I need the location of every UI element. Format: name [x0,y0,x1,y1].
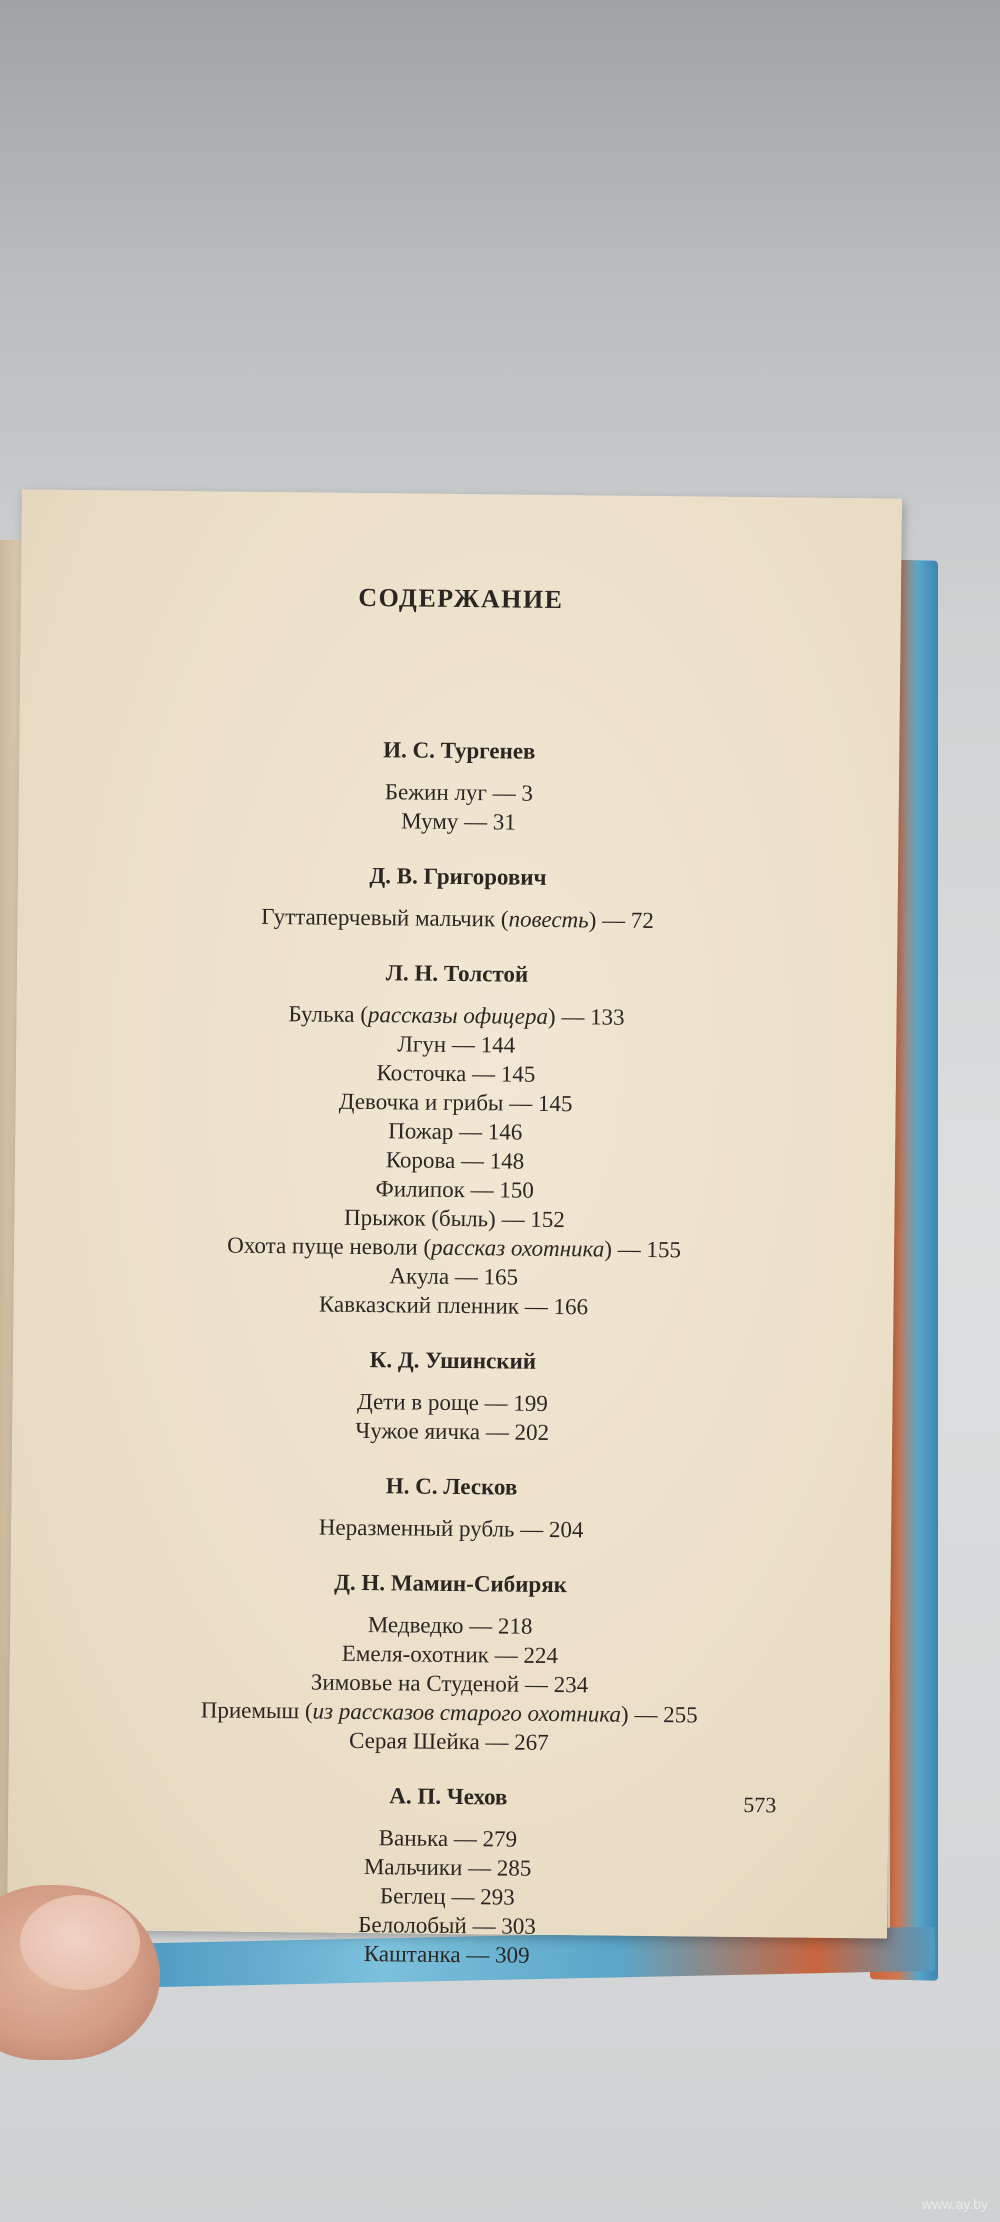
entry-title: Гуттаперчевый мальчик [261,903,496,932]
entry-page: 285 [496,1855,532,1881]
toc-entry: Беглец — 293 [379,1883,515,1910]
toc-entry: Каштанка — 309 [363,1941,530,1968]
toc-entry: Чужое яичка — 202 [355,1417,550,1445]
toc-section [9,1564,891,1760]
entry-title: Ванька [378,1825,449,1851]
toc-section [17,857,898,937]
entry-title: Булька [288,1001,355,1027]
entry-title: Белолобый [358,1911,467,1939]
author-name: Д. В. Григорович [369,863,547,890]
toc-entry: Медведко — 218 [367,1612,533,1639]
entry-title: Прыжок (быль) [343,1204,496,1232]
toc-section [18,731,899,840]
toc-entry: Охота пуще неволи (рассказ охотника) — 155 [227,1232,682,1263]
toc-sections [7,731,900,1973]
entry-page: 148 [489,1148,525,1174]
entry-title: Чужое яичка [355,1417,481,1445]
entry-title: Пожар [388,1118,454,1144]
entry-title: Серая Шейка [348,1727,480,1755]
entry-page: 165 [483,1264,519,1290]
toc-entry: Корова — 148 [385,1147,525,1174]
toc-entry: Белолобый — 303 [358,1911,536,1939]
entry-title: Каштанка [363,1941,461,1968]
toc-entry: Прыжок (быль) — 152 [343,1204,565,1233]
entry-page: 145 [500,1061,536,1087]
entry-page: 204 [548,1516,584,1543]
toc-entry: Акула — 165 [389,1263,519,1290]
entry-page: 155 [646,1236,682,1263]
entry-title: Акула [389,1263,450,1289]
entry-title: Муму [401,808,459,834]
entry-page: 234 [553,1672,589,1698]
entry-title: Кавказский пленник [318,1291,520,1319]
entry-page: 199 [513,1390,549,1416]
entry-title: Корова [385,1147,456,1173]
author-name: А. П. Чехов [389,1783,508,1810]
toc-entry: Приемыш (из рассказов старого охотника) — 255 [200,1697,698,1728]
entry-title: Охота пуще неволи [227,1232,418,1260]
entry-page: 166 [553,1294,589,1320]
author-name: Н. С. Лесков [385,1473,518,1500]
entry-page: 145 [537,1090,573,1117]
entry-page: 133 [590,1004,625,1030]
toc-entry: Гуттаперчевый мальчик (повесть) — 72 [261,903,655,934]
entry-page: 72 [630,907,655,934]
entry-title: Неразменный рубль [318,1514,515,1542]
entry-title: Девочка и грибы [338,1088,504,1116]
entry-note: из рассказов старого охотника [312,1698,622,1727]
toc-entry: Зимовье на Студеной — 234 [310,1669,589,1698]
entry-page: 218 [497,1613,533,1639]
entry-page: 31 [492,809,517,835]
toc-entry: Пожар — 146 [388,1118,523,1145]
entry-title: Емеля-охотник [341,1640,490,1668]
entry-page: 224 [523,1642,559,1669]
toc-entry: Дети в роще — 199 [356,1388,549,1416]
entry-page: 3 [521,780,534,806]
toc-entry: Девочка и грибы — 145 [338,1088,573,1117]
toc-entry: Лгун — 144 [397,1031,516,1058]
entry-note: рассказ охотника [430,1234,605,1262]
author-name: К. Д. Ушинский [369,1347,537,1374]
toc-entry: Серая Шейка — 267 [348,1727,549,1755]
entry-title: Лгун [397,1031,447,1057]
toc-section [11,1467,892,1547]
entry-title: Приемыш [200,1697,300,1724]
entry-title: Косточка [376,1060,467,1087]
entry-title: Медведко [367,1612,464,1639]
entry-page: 152 [530,1206,565,1233]
toc-entry: Филипок — 150 [375,1176,534,1203]
toc-entry: Муму — 31 [401,808,517,835]
entry-page: 303 [501,1913,536,1939]
entry-page: 255 [663,1702,698,1728]
toc-section [13,954,897,1324]
thumb-nail [20,1895,140,1990]
toc-entry: Бежин луг — 3 [384,779,534,806]
entry-note: рассказы офицера [367,1002,549,1029]
toc-entry: Ванька — 279 [378,1825,518,1852]
toc-entry: Емеля-охотник — 224 [341,1640,559,1669]
toc-entry: Булька (рассказы офицера) — 133 [288,1001,625,1030]
entry-page: 146 [487,1119,523,1145]
toc-heading: СОДЕРЖАНИЕ [358,582,564,615]
entry-title: Филипок [375,1176,465,1203]
entry-page: 150 [499,1177,534,1203]
toc-entry: Косточка — 145 [376,1060,536,1087]
entry-page: 202 [514,1419,550,1445]
entry-page: 293 [480,1884,515,1910]
toc-entry: Мальчики — 285 [363,1854,532,1881]
table-of-contents [6,579,901,1999]
entry-page: 279 [482,1826,518,1852]
author-name: И. С. Тургенев [383,737,536,764]
toc-entry: Неразменный рубль — 204 [318,1514,584,1543]
entry-note: повесть [508,906,589,933]
entry-page: 267 [514,1729,549,1755]
entry-page: 144 [480,1032,516,1058]
entry-title: Бежин луг [384,779,488,806]
entry-title: Мальчики [363,1854,463,1881]
toc-entry: Кавказский пленник — 166 [318,1291,589,1320]
entry-title: Беглец [379,1883,446,1909]
page-number: 573 [743,1792,777,1818]
toc-section [12,1341,893,1450]
author-name: Д. Н. Мамин-Сибиряк [334,1569,568,1598]
watermark: www.ay.by [922,2196,988,2212]
entry-title: Зимовье на Студеной [310,1669,520,1697]
entry-title: Дети в роще [356,1388,480,1416]
book-page [7,489,902,1968]
entry-page: 309 [494,1942,530,1968]
author-name: Л. Н. Толстой [385,960,529,987]
